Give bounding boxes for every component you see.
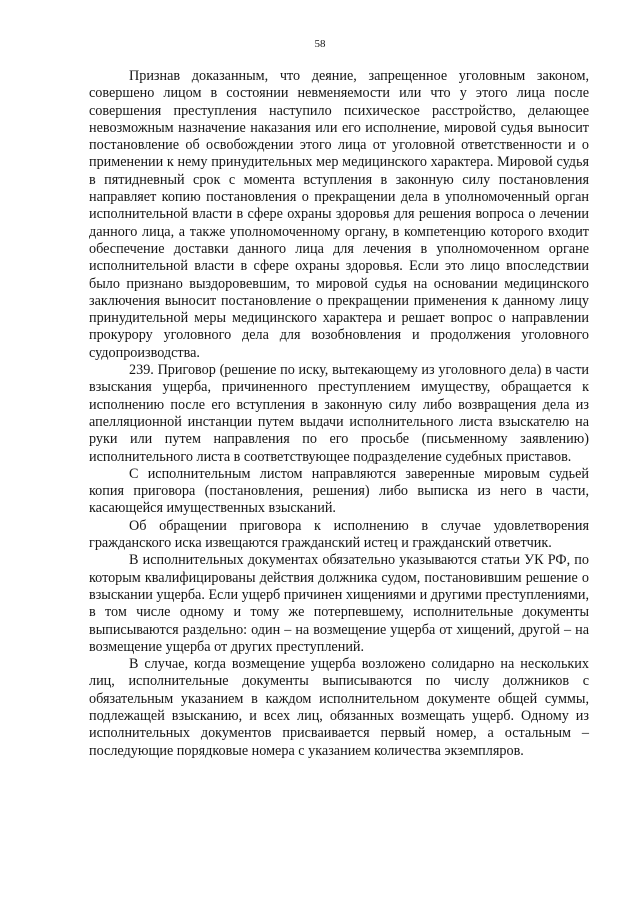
paragraph-release-from-liability: Признав доказанным, что деяние, запрещенное уголовным законом, совершено лицом в состоянии невменяемости или что у этого лица после совершения преступления наступило психическое расстройство, делающее невозможным назначение наказания или его исполнение, мировой судья выносит постановление об освобождении этого лица от уголовной ответственности и о применении к нему принудительных мер медицинского характера. Мировой судья в пятидневный срок с момента вступления в законную силу постановления направляет копию постановления о прекращении дела в уполномоченный орган исполнительной власти в сфере охраны здоровья для решения вопроса о лечении данного лица, а также уполномоченному органу, в компетенцию которого входит обеспечение доставки данного лица для лечения в уполномоченном органе исполнительной власти в сфере охраны здоровья. Если это лицо впоследствии было признано выздоровевшим, то мировой судья на основании медицинского заключения выносит постановление о прекращении применения к данному лицу принудительной меры медицинского характера и решает вопрос о направлении прокурору уголовного дела для возобновления и продолжения уголовного судопроизводства.	[89, 68, 589, 361]
paragraph-joint-liability: В случае, когда возмещение ущерба возложено солидарно на нескольких лиц, исполнительные документы выписываются по числу должников с обязательным указанием в каждом исполнительном документе общей суммы, подлежащей взысканию, и всех лиц, обязанных возмещать ущерб. Одному из исполнительных документов присваивается первый номер, а остальным – последующие порядковые номера с указанием количества экземпляров.	[89, 656, 589, 759]
paragraph-239-execution-of-verdict: 239. Приговор (решение по иску, вытекающему из уголовного дела) в части взыскания ущерба, причиненного преступлением имуществу, обращается к исполнению после его вступления в законную силу либо возвращения дела из апелляционной инстанции путем выдачи исполнительного листа взыскателю на руки или путем направления по его просьбе (письменному заявлению) исполнительного листа в соответствующее подразделение судебных приставов.	[89, 362, 589, 465]
page-number: 58	[314, 38, 326, 50]
paragraph-civil-claim-notice: Об обращении приговора к исполнению в случае удовлетворения гражданского иска извещаются гражданский истец и гражданский ответчик.	[89, 517, 589, 552]
document-body	[89, 68, 589, 760]
paragraph-criminal-code-articles: В исполнительных документах обязательно указываются статьи УК РФ, по которым квалифицированы действия должника судом, постановившим решение о взыскании ущерба. Если ущерб причинен хищениями и другими преступлениями, в том числе одному и тому же потерпевшему, исполнительные документы выписываются раздельно: один – на возмещение ущерба от хищений, другой – на возмещение ущерба от других преступлений.	[89, 552, 590, 655]
paragraph-writ-attachments: С исполнительным листом направляются заверенные мировым судьей копия приговора (постановления, решения) либо выписка из него в части, касающейся имущественных взысканий.	[89, 465, 589, 517]
